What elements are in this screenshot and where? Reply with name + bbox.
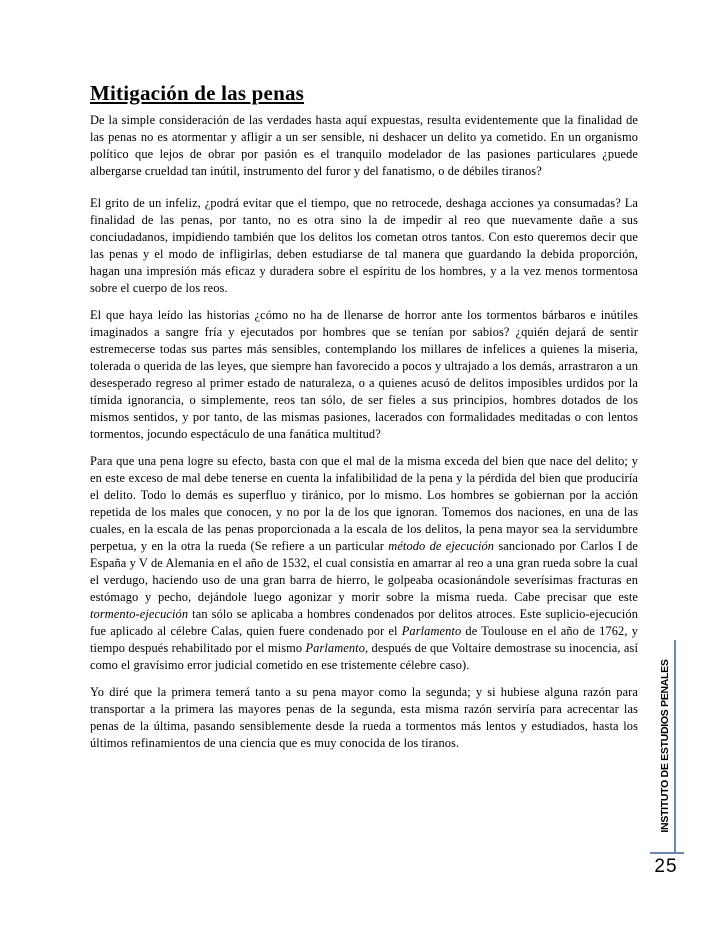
paragraph-4-emphasis-4: Parlamento — [305, 641, 365, 655]
footer-rule — [650, 852, 684, 854]
sidebar-institute-label: INSTITUTO DE ESTUDIOS PENALES — [659, 659, 671, 833]
paragraph-4-text-5: , después de que Voltaire demostrase su inocencia, así como el gravísimo error judicial cometido en ese tristemente célebre caso). — [90, 641, 638, 672]
paragraph-4-text-4: de Toulouse en el año de 1762, y tiempo después rehabilitado por el mismo — [90, 624, 638, 655]
paragraph-5: Yo diré que la primera temerá tanto a su pena mayor como la segunda; y si hubiese alguna razón para transportar a la primera las mayores penas de la segunda, esta misma razón serviría para acrecentar las penas de la última, pasando sensiblemente desde la rueda a tormentos más lentos y estudiados, hasta los últimos refinamientos de una ciencia que es muy conocida de los tiranos. — [90, 685, 638, 750]
paragraph-3: El que haya leído las historias ¿cómo no ha de llenarse de horror ante los tormentos bárbaros e inútiles imaginados a sangre fría y ejecutados por hombres que se tenían por sabios? ¿quién dejará de sentir estremecerse todas sus partes más sensibles, contemplando los millares de infelices a quienes la miseria, tolerada o querida de las leyes, que siempre han favorecido a pocos y ultrajado a los demás, arrastraron a un desesperado regreso al primer estado de naturaleza, o a quienes acusó de delitos imposibles urdidos por la tímida ignorancia, o simplemente, reos tan sólo, de ser fieles a sus principios, hombres dotados de los mismos sentidos, y por tanto, de las mismas pasiones, lacerados con formalidades meditadas o con lentos tormentos, jocundo espectáculo de una fanática multitud? — [90, 308, 638, 441]
paragraph-4-emphasis-2: tormento-ejecución — [90, 607, 189, 621]
paragraph-4-emphasis-1: método de ejecución — [388, 539, 495, 553]
paragraph-4-text-3: tan sólo se aplicaba a hombres condenados por delitos atroces. Este suplicio-ejecución fue aplicado al célebre Calas, quien fuere condenado por el — [90, 607, 638, 638]
page-title: Mitigación de las penas — [90, 81, 305, 105]
document-body — [90, 80, 638, 762]
paragraph-2: El grito de un infeliz, ¿podrá evitar que el tiempo, que no retrocede, deshaga acciones ya consumadas? La finalidad de las penas, por tanto, no es otra sino la de impedir al reo que nuevamente dañe a sus conciudadanos, impidiendo también que los delitos los cometan otros tantos. Con esto queremos decir que las penas y el modo de infligirlas, deben estudiarse de tal manera que guardando la debida proporción, hagan una impresión más eficaz y duradera sobre el espíritu de los hombres, y a la vez menos tormentosa sobre el cuerpo de los reos. — [90, 196, 638, 295]
paragraph-4-text-1: Para que una pena logre su efecto, basta con que el mal de la misma exceda del bien que nace del delito; y en este exceso de mal debe tenerse en cuenta la infalibilidad de la pena y la pérdida del bien que produciría el delito. Todo lo demás es superfluo y tiránico, por lo mismo. Los hombres se gobiernan por la acción repetida de los males que conocen, y no por la de los que ignoran. Tomemos dos naciones, en una de las cuales, en la escala de las penas proporcionada a la escala de los delitos, la pena mayor sea la servidumbre perpetua, y en la otra la rueda (Se refiere a un particular — [90, 454, 638, 553]
paragraph-4 — [90, 453, 638, 674]
sidebar-label-box — [650, 640, 676, 852]
page-number: 25 — [654, 856, 678, 877]
paragraph-4-emphasis-3: Parlamento — [401, 624, 462, 638]
paragraph-4-text-2: sancionado por Carlos I de España y V de Alemania en el año de 1532, el cual consistía en amarrar al reo a una gran rueda sobre la cual el verdugo, haciendo uso de una gran barra de hierro, le golpeaba ocasionándole severísimas fracturas en estómago y pecho, dejándole luego agonizar y morir sobre la misma rueda. Cabe precisar que este — [90, 539, 638, 604]
paragraph-1: De la simple consideración de las verdades hasta aquí expuestas, resulta evidentemente que la finalidad de las penas no es atormentar y afligir a un ser sensible, ni deshacer un delito ya cometido. En un organismo político que lejos de obrar por pasión es el tranquilo modelador de las pasiones particulares ¿puede albergarse crueldad tan inútil, instrumento del furor y del fanatismo, o de débiles tiranos? — [90, 113, 638, 178]
